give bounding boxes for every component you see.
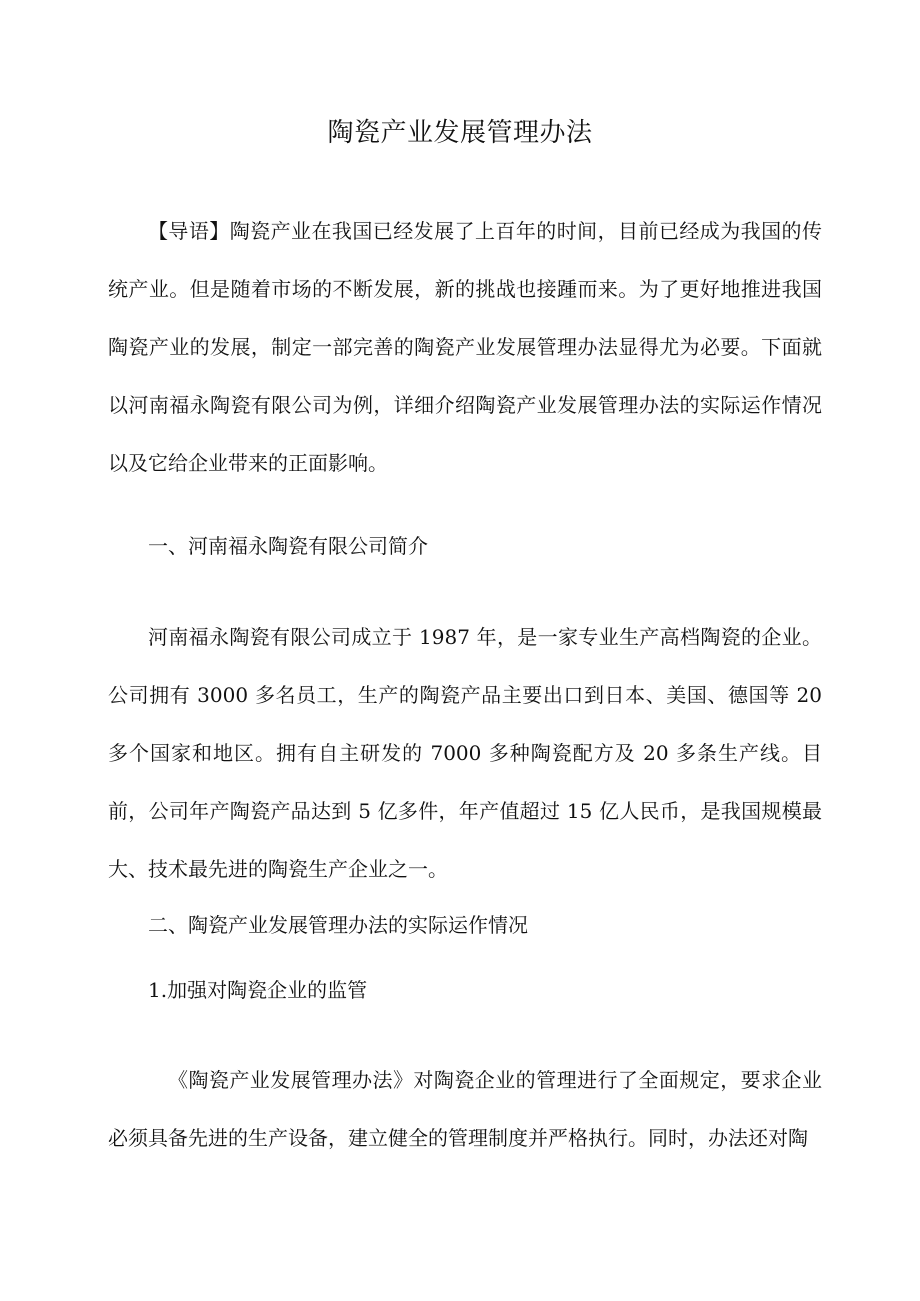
document-title: 陶瓷产业发展管理办法 <box>327 118 593 148</box>
intro-paragraph: 【导语】陶瓷产业在我国已经发展了上百年的时间，目前已经成为我国的传统产业。但是随着市场的不断发展，新的挑战也接踵而来。为了更好地推进我国陶瓷产业的发展，制定一部完善的陶瓷产业发展管理办法显得尤为必要。下面就以河南福永陶瓷有限公司为例，详细介绍陶瓷产业发展管理办法的实际运作情况以及它给企业带来的正面影响。 <box>108 219 822 475</box>
section-1-heading: 一、河南福永陶瓷有限公司简介 <box>148 534 428 558</box>
section-1-paragraph: 河南福永陶瓷有限公司成立于 1987 年，是一家专业生产高档陶瓷的企业。公司拥有 3000 多名员工，生产的陶瓷产品主要出口到日本、美国、德国等 20 多个国家和地区。拥有自主研发的 7000 多种陶瓷配方及 20 多条生产线。目前，公司年产陶瓷产品达到 5 亿多件，年产值超过 15 亿人民币，是我国规模最大、技术最先进的陶瓷生产企业之一。 <box>108 625 822 881</box>
section-2-heading: 二、陶瓷产业发展管理办法的实际运作情况 <box>148 913 528 937</box>
section-2-subheading-1: 1.加强对陶瓷企业的监管 <box>148 978 368 1002</box>
section-2-paragraph: 《陶瓷产业发展管理办法》对陶瓷企业的管理进行了全面规定，要求企业必须具备先进的生产设备，建立健全的管理制度并严格执行。同时，办法还对陶 <box>108 1068 822 1150</box>
